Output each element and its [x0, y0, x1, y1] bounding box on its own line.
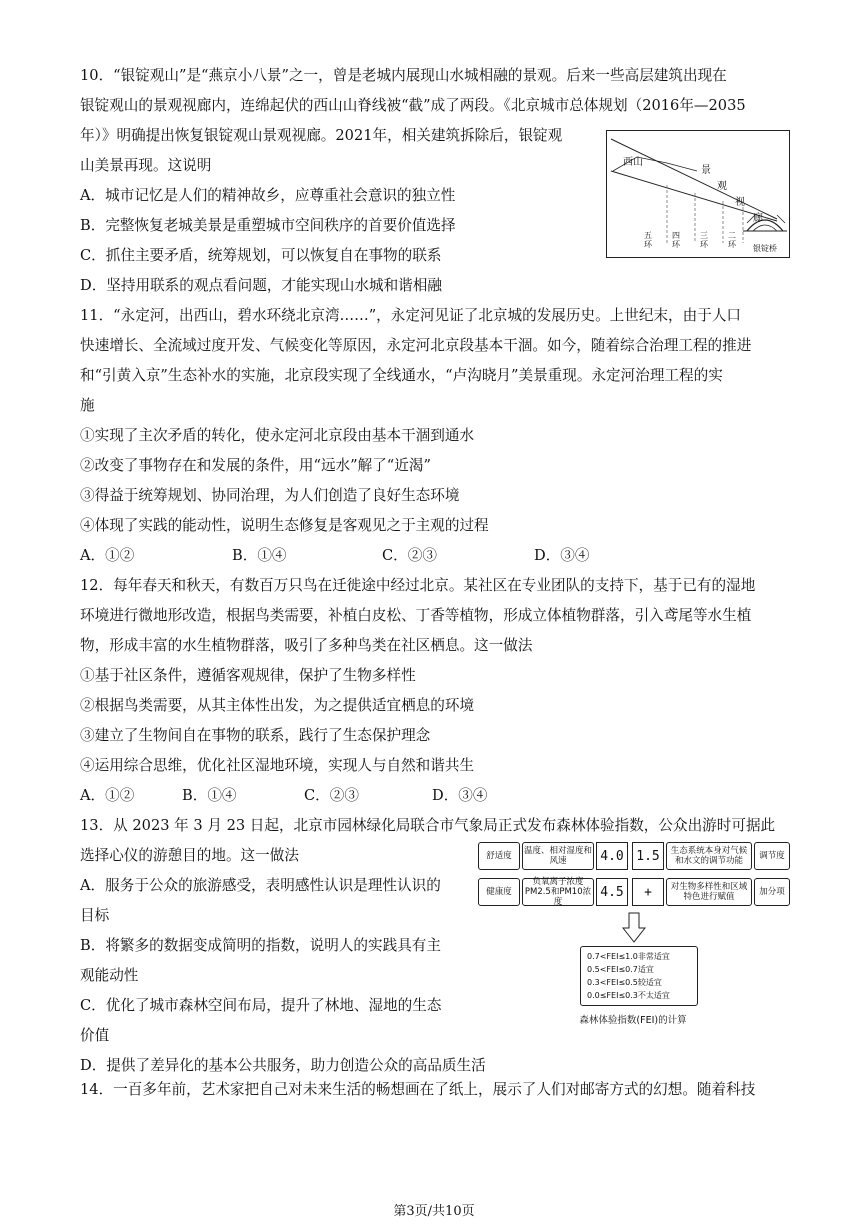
view-corridor-figure	[606, 130, 790, 258]
q13-option-b-line-1: B．将繁多的数据变成简明的指数，说明人的实践具有主	[80, 937, 441, 954]
q11-item-1: ①实现了主次矛盾的转化，使永定河北京段由基本干涸到通水	[80, 427, 475, 444]
q10-line-1: 10．“银锭观山”是“燕京小八景”之一，曾是老城内展现山水城相融的景观。后来一些高层建筑出现在	[80, 67, 727, 84]
comfort-label: 舒适度	[478, 842, 520, 870]
bonus-desc: 对生物多样性和区域特色进行赋值	[666, 878, 752, 906]
regulate-label: 调节度	[754, 842, 790, 870]
q10-option-c: C．抓住主要矛盾，统筹规划，可以恢复自在事物的联系	[80, 247, 442, 264]
comfort-value: 4.0	[596, 842, 628, 870]
q13-option-a-line-2: 目标	[80, 907, 110, 924]
q11-line-4: 施	[80, 397, 95, 414]
q11-option-b: B．①④	[232, 547, 287, 564]
q13-option-d: D．提供了差异化的基本公共服务，助力创造公众的高品质生活	[80, 1057, 486, 1074]
q12-option-d: D．③④	[432, 787, 488, 804]
ring-5-label: 五 环	[644, 231, 652, 249]
q12-option-b: B．①④	[182, 787, 237, 804]
q12-line-1: 12．每年春天和秋天，有数百万只鸟在迁徙途中经过北京。某社区在专业团队的支持下，基于已有的湿地	[80, 577, 756, 594]
health-label: 健康度	[478, 878, 520, 906]
q11-item-4: ④体现了实践的能动性，说明生态修复是客观见之于主观的过程	[80, 517, 489, 534]
corridor-lines	[607, 131, 789, 257]
ring-4-label: 四 环	[672, 231, 680, 249]
q11-line-3: 和“引黄入京”生态补水的实施，北京段实现了全线通水，“卢沟晓月”美景重现。永定河治理工程的实	[80, 367, 723, 384]
fei-figure	[476, 840, 790, 1030]
ring-3-label: 三 环	[700, 231, 708, 249]
corridor-char-1: 景	[701, 165, 711, 176]
scale-row-1: 0.7<FEI≤1.0非常适宜	[587, 952, 670, 961]
corridor-char-4: 廊	[753, 213, 763, 224]
q11-option-d: D．③④	[534, 547, 590, 564]
q11-option-c: C．②③	[382, 547, 437, 564]
scale-row-3: 0.3<FEI≤0.5较适宜	[587, 978, 662, 987]
q12-item-2: ②根据鸟类需要，从其主体性出发，为之提供适宜栖息的环境	[80, 697, 475, 714]
corridor-char-2: 观	[717, 181, 727, 192]
xishan-label: 西山	[623, 157, 643, 168]
q14-line-1: 14．一百多年前，艺术家把自己对未来生活的畅想画在了纸上，展示了人们对邮寄方式的幻想。随着科技	[80, 1081, 756, 1098]
q13-option-a-line-1: A．服务于公众的旅游感受，表明感性认识是理性认识的	[80, 877, 441, 894]
health-desc: 负氧离子浓度PM2.5和PM10浓度	[522, 878, 594, 906]
yinding-bridge-label: 银锭桥	[753, 244, 777, 253]
q12-option-c: C．②③	[304, 787, 359, 804]
bonus-label: 加分项	[754, 878, 790, 906]
q12-item-4: ④运用综合思维，优化社区湿地环境，实现人与自然和谐共生	[80, 757, 475, 774]
ring-2-label: 二 环	[728, 231, 736, 249]
q11-option-a: A．①②	[80, 547, 135, 564]
q13-option-c-line-1: C．优化了城市森林空间布局，提升了林地、湿地的生态	[80, 997, 442, 1014]
comfort-desc: 温度、相对湿度和风速	[522, 842, 594, 870]
corridor-char-3: 视	[735, 197, 745, 208]
fei-figure-caption: 森林体验指数(FEI)的计算	[579, 1015, 687, 1026]
q12-line-3: 物，形成丰富的水生植物群落，吸引了多种鸟类在社区栖息。这一做法	[80, 637, 533, 654]
q10-line-2: 银锭观山的景观视廊内，连绵起伏的西山山脊线被“截”成了两段。《北京城市总体规划（2016年—2035	[80, 97, 746, 114]
scale-row-2: 0.5<FEI≤0.7适宜	[587, 965, 654, 974]
q13-option-b-line-2: 观能动性	[80, 967, 139, 984]
health-value: 4.5	[596, 878, 628, 906]
q13-line-2: 选择心仪的游憩目的地。这一做法	[80, 847, 299, 864]
down-arrow-icon	[622, 912, 646, 944]
regulate-value: 1.5	[632, 842, 664, 870]
page-number: 第3页/共10页	[393, 1204, 475, 1219]
q12-item-1: ①基于社区条件，遵循客观规律，保护了生物多样性	[80, 667, 416, 684]
plus-sign: +	[632, 878, 664, 906]
q10-line-3: 年）》明确提出恢复银锭观山景观视廊。2021年，相关建筑拆除后，银锭观	[80, 127, 563, 144]
regulate-desc: 生态系统本身对气候和水文的调节功能	[666, 842, 752, 870]
q11-item-2: ②改变了事物存在和发展的条件，用“远水”解了“近渴”	[80, 457, 431, 474]
q10-option-b: B．完整恢复老城美景是重塑城市空间秩序的首要价值选择	[80, 217, 456, 234]
q11-line-1: 11．“永定河，出西山，碧水环绕北京湾……”，永定河见证了北京城的发展历史。上世纪末，由于人口	[80, 307, 742, 324]
q11-item-3: ③得益于统筹规划、协同治理，为人们创造了良好生态环境	[80, 487, 460, 504]
q12-item-3: ③建立了生物间自在事物的联系，践行了生态保护理念	[80, 727, 431, 744]
q12-line-2: 环境进行微地形改造，根据鸟类需要，补植白皮松、丁香等植物，形成立体植物群落，引入鸢尾等水生植	[80, 607, 752, 624]
q10-option-d: D．坚持用联系的观点看问题，才能实现山水城和谐相融	[80, 277, 442, 294]
q11-line-2: 快速增长、全流域过度开发、气候变化等原因，永定河北京段基本干涸。如今，随着综合治理工程的推进	[80, 337, 752, 354]
q13-line-1: 13．从 2023 年 3 月 23 日起，北京市园林绿化局联合市气象局正式发布森林体验指数，公众出游时可据此	[80, 817, 776, 834]
scale-row-4: 0.0≤FEI≤0.3不太适宜	[587, 991, 670, 1000]
q12-option-a: A．①②	[80, 787, 135, 804]
fei-scale-box	[580, 946, 698, 1006]
q10-line-4: 山美景再现。这说明	[80, 157, 212, 174]
q10-option-a: A．城市记忆是人们的精神故乡，应尊重社会意识的独立性	[80, 187, 456, 204]
q13-option-c-line-2: 价值	[80, 1027, 110, 1044]
